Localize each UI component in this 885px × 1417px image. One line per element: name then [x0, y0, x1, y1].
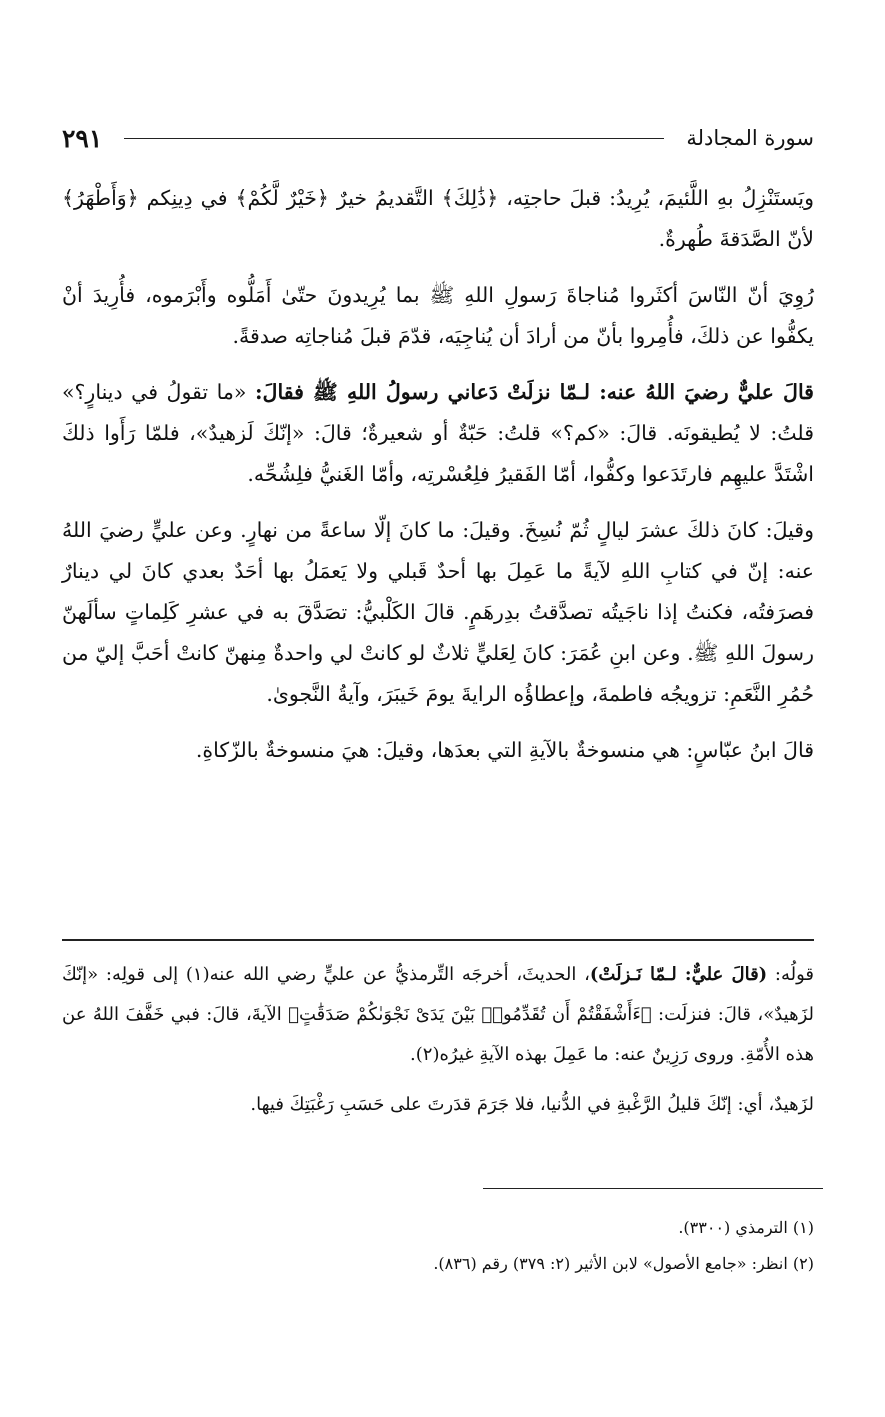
note-2: لزَهيدٌ، أي: إنّكَ قليلُ الرَّغْبةِ في الدُّنيا، فلا جَرَمَ قدَرتَ على حَسَبِ رَغْبَتِكَ فيها. — [250, 1094, 814, 1115]
footnote-2: (٢) انظر: «جامع الأصول» لابن الأثير (٢: ٣٧٩) رقم (٨٣٦). — [433, 1254, 814, 1273]
note-1-quote: (قالَ عليٌّ: لـمّا نَـزلَتْ) — [589, 964, 768, 985]
footnote-1: (١) الترمذي (٣٣٠٠). — [678, 1218, 814, 1237]
surah-title: سورة المجادلة — [686, 126, 814, 150]
ali-quote-body: «ما تقولُ في دينارٍ؟» قلتُ: لا يُطيقونَه. قالَ: «كم؟» قلتُ: حَبّةٌ أو شعيرةٌ؛ قالَ: «إنّكَ لَزهيدٌ»، فلمّا رَأَوا ذلكَ اشْتَدَّ عليهِم فارتَدَعوا وكفُّوا، أمّا الفَقيرُ فلِعُسْرتِه، وأمّا الغَنيُّ فلِشُحِّه. — [62, 380, 814, 486]
note-1 — [62, 955, 814, 1075]
footnote-separator — [483, 1188, 823, 1189]
paragraph-4: وقيلَ: كانَ ذلكَ عشرَ ليالٍ ثُمّ نُسِخَ. وقيلَ: ما كانَ إلّا ساعةً من نهارٍ. وعن عليٍّ رضيَ اللهُ عنه: إنّ في كتابِ اللهِ لآيةً ما عَمِلَ بها أحدٌ قَبلي ولا يَعمَلُ بها أحَدٌ بعدي كانَ لي دينارٌ فصرَفتُه، فكنتُ إذا ناجَيتُه تصدَّقتُ بدِرهَمٍ. قالَ الكَلْبيُّ: تصَدَّقَ به في عشرِ كَلِماتٍ سألَهنّ رسولَ اللهِ ﷺ. وعن ابنِ عُمَرَ: كانَ لِعَليٍّ ثلاثٌ لو كانتْ لي واحدةٌ مِنهنّ كانتْ أحَبَّ إليّ من حُمُرِ النَّعَمِ: تزويجُه فاطمةَ، وإعطاؤُه الرايةَ يومَ خَيبَرَ، وآيةُ النَّجوىٰ. — [62, 518, 814, 706]
paragraph-5: قالَ ابنُ عبّاسٍ: هي منسوخةٌ بالآيةِ التي بعدَها، وقيلَ: هيَ منسوخةٌ بالزّكاةِ. — [195, 738, 814, 762]
header-rule — [124, 138, 664, 139]
ali-quote-lead: قالَ عليٌّ رضيَ اللهُ عنه: لـمّا نزلَتْ دَعاني رسولُ اللهِ ﷺ فقالَ: — [254, 380, 814, 404]
commentary-notes — [62, 955, 814, 1135]
note-1-body: ، الحديثَ، أخرجَه التِّرمذيُّ عن عليٍّ رضي الله عنه(١) إلى قولِه: «إنّكَ لزَهيدٌ»، قالَ: فنزلَت: ﴿ءَأَشْفَقْتُمْ أَن تُقَدِّمُوا۟ بَيْنَ يَدَىْ نَجْوَىٰكُمْ صَدَقَٰتٍ﴾ الآيةَ، قالَ: فبي خَفَّفَ اللهُ عن هذه الأُمّةِ. وروى رَزِينٌ عنه: ما عَمِلَ بهذه الآيةِ غيرُه(٢). — [62, 964, 814, 1065]
main-text — [62, 178, 814, 771]
paragraph-2: رُوِيَ أنّ النّاسَ أكثَروا مُناجاةَ رَسولِ اللهِ ﷺ بما يُرِيدونَ حتّىٰ أَمَلُّوه وأَبْرَموه، فأُرِيدَ أنْ يكفُّوا عن ذلكَ، فأُمِروا بأنّ من أرادَ أن يُناجِيَه، قدّمَ قبلَ مُناجاتِه صدقةً. — [62, 283, 814, 348]
page-header — [62, 118, 814, 158]
footnotes — [62, 1210, 814, 1282]
main-separator — [62, 939, 814, 941]
page-number: ٢٩١ — [62, 123, 103, 153]
paragraph-3 — [62, 372, 814, 495]
note-1-lead: قولُه: — [767, 964, 814, 985]
paragraph-1: ويَستَنْزِلُ بهِ اللَّئيمَ، يُرِيدُ: قبلَ حاجتِه، ﴿ذَٰلِكَ﴾ التَّقديمُ خيرٌ ﴿خَيْرٌ لَّكُمْ﴾ في دِينِكم ﴿وَأَطْهَرُ﴾ لأنّ الصَّدَقةَ طُهرةٌ. — [62, 186, 814, 251]
